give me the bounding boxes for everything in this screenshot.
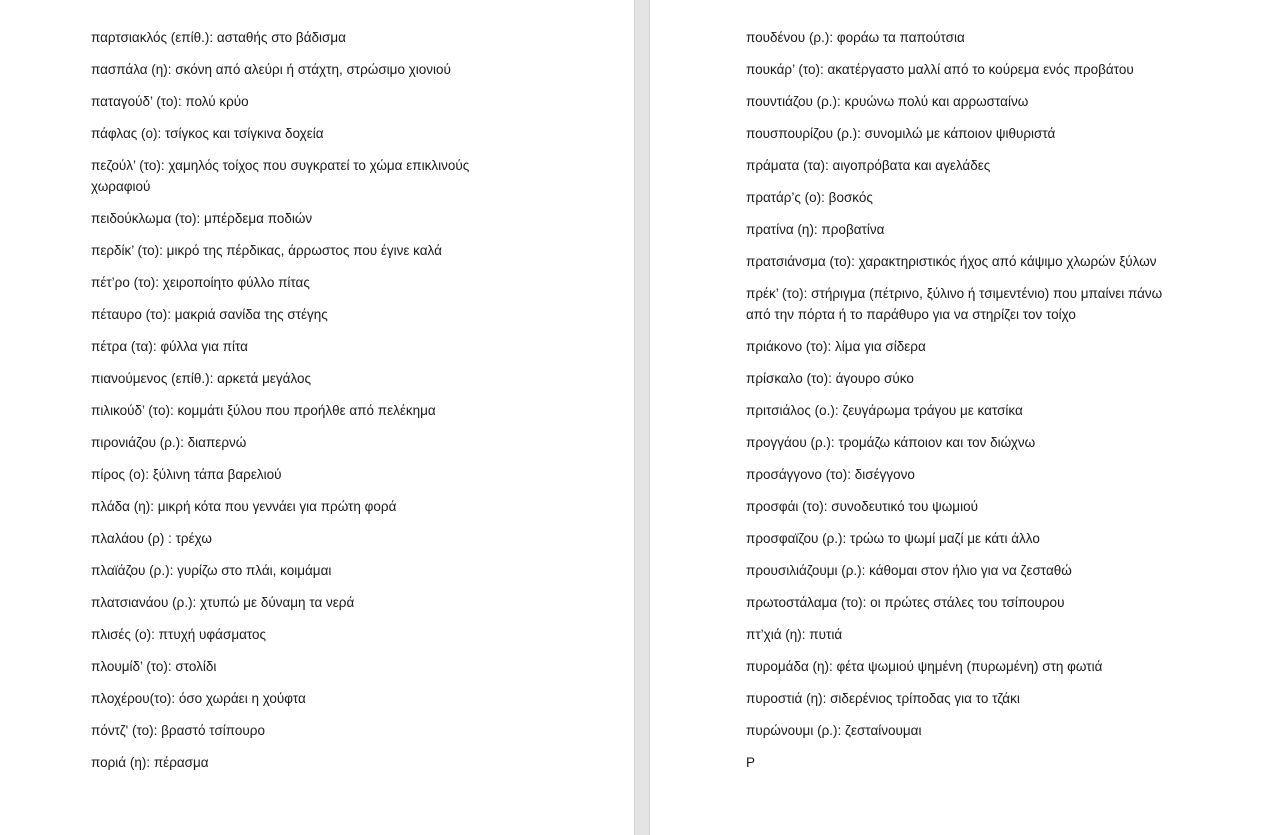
glossary-entry: πράματα (τα): αιγοπρόβατα και αγελάδες — [746, 158, 991, 173]
glossary-entry: παταγούδ’ (το): πολύ κρύο — [91, 94, 249, 109]
glossary-entry: πεζούλ’ (το): χαμηλός τοίχος που συγκρατεί το χώμα επικλινούς χωραφιού — [91, 158, 470, 194]
glossary-entry: προσφάι (το): συνοδευτικό του ψωμιού — [746, 499, 978, 514]
glossary-entry: πόντζ' (το): βραστό τσίπουρο — [91, 723, 265, 738]
glossary-entry: πιρονιάζου (ρ.): διαπερνώ — [91, 435, 247, 450]
glossary-entry: ποριά (η): πέρασμα — [91, 755, 209, 770]
glossary-entry: πουδένου (ρ.): φοράω τα παπούτσια — [746, 30, 965, 45]
glossary-entry: πρατσιάνσμα (το): χαρακτηριστικός ήχος από κάψιμο χλωρών ξύλων — [746, 254, 1157, 269]
page-right — [650, 0, 1280, 835]
glossary-entry: προυσιλιάζουμι (ρ.): κάθομαι στον ήλιο για να ζεσταθώ — [746, 563, 1072, 578]
glossary-entry: πλισές (ο): πτυχή υφάσματος — [91, 627, 267, 642]
glossary-entry: πίρος (ο): ξύλινη τάπα βαρελιού — [91, 467, 282, 482]
glossary-entry: περδίκ’ (το): μικρό της πέρδικας, άρρωστος που έγινε καλά — [91, 243, 442, 258]
glossary-entry: πέτ’ρο (το): χειροποίητο φύλλο πίτας — [91, 275, 310, 290]
glossary-entry: πυρομάδα (η): φέτα ψωμιού ψημένη (πυρωμένη) στη φωτιά — [746, 659, 1103, 674]
glossary-entry: πλατσιανάου (ρ.): χτυπώ με δύναμη τα νερά — [91, 595, 355, 610]
glossary-entry: πλουμίδ’ (το): στολίδι — [91, 659, 217, 674]
glossary-entry: πρωτοστάλαμα (το): οι πρώτες στάλες του τσίπουρου — [746, 595, 1065, 610]
glossary-entry: πλοχέρου(το): όσο χωράει η χούφτα — [91, 691, 306, 706]
glossary-entry: πιλικούδ’ (το): κομμάτι ξύλου που προήλθε από πελέκημα — [91, 403, 436, 418]
glossary-entry: πρέκ’ (το): στήριγμα (πέτρινο, ξύλινο ή τσιμεντένιο) που μπαίνει πάνω από την πόρτα ή το παράθυρο για να στηρίζει τον τοίχο — [746, 286, 1163, 322]
glossary-entry: πάφλας (ο): τσίγκος και τσίγκινα δοχεία — [91, 126, 324, 141]
glossary-entry: πριτσιάλος (ο.): ζευγάρωμα τράγου με κατσίκα — [746, 403, 1023, 418]
page-gutter — [634, 0, 650, 835]
glossary-entry: πουκάρ’ (το): ακατέργαστο μαλλί από το κούρεμα ενός προβάτου — [746, 62, 1134, 77]
glossary-entry: προγγάου (ρ.): τρομάζω κάποιον και τον διώχνω — [746, 435, 1036, 450]
glossary-entry: πλάδα (η): μικρή κότα που γεννάει για πρώτη φορά — [91, 499, 397, 514]
glossary-entry: πρίσκαλο (το): άγουρο σύκο — [746, 371, 914, 386]
glossary-entry: πρατίνα (η): προβατίνα — [746, 222, 885, 237]
glossary-entry: πουσπουρίζου (ρ.): συνομιλώ με κάποιον ψιθυριστά — [746, 126, 1056, 141]
glossary-entry: πλαϊάζου (ρ.): γυρίζω στο πλάι, κοιμάμαι — [91, 563, 332, 578]
glossary-entry: πυροστιά (η): σιδερένιος τρίποδας για το τζάκι — [746, 691, 1020, 706]
glossary-entry: πέτρα (τα): φύλλα για πίτα — [91, 339, 248, 354]
glossary-entry: προσφαϊζου (ρ.): τρώω το ψωμί μαζί με κάτι άλλο — [746, 531, 1040, 546]
glossary-entry: πυρώνουμι (ρ.): ζεσταίνουμαι — [746, 723, 922, 738]
glossary-entry: πτ’χιά (η): πυτιά — [746, 627, 843, 642]
glossary-entry: Ρ — [746, 755, 756, 770]
glossary-entry: πλαλάου (ρ) : τρέχω — [91, 531, 212, 546]
glossary-entry: πιανούμενος (επίθ.): αρκετά μεγάλος — [91, 371, 312, 386]
glossary-entry: πασπάλα (η): σκόνη από αλεύρι ή στάχτη, στρώσιμο χιονιού — [91, 62, 451, 77]
page-left — [0, 0, 634, 835]
glossary-entry: πουντιάζου (ρ.): κρυώνω πολύ και αρρωσταίνω — [746, 94, 1029, 109]
glossary-entry: παρτσιακλός (επίθ.): ασταθής στο βάδισμα — [91, 30, 346, 45]
glossary-entry: προσάγγονο (το): δισέγγονο — [746, 467, 915, 482]
glossary-entry: πρατάρ’ς (ο): βοσκός — [746, 190, 873, 205]
glossary-entry: πειδούκλωμα (το): μπέρδεμα ποδιών — [91, 211, 313, 226]
glossary-entry: πριάκονο (το): λίμα για σίδερα — [746, 339, 926, 354]
glossary-entry: πέταυρο (το): μακριά σανίδα της στέγης — [91, 307, 328, 322]
